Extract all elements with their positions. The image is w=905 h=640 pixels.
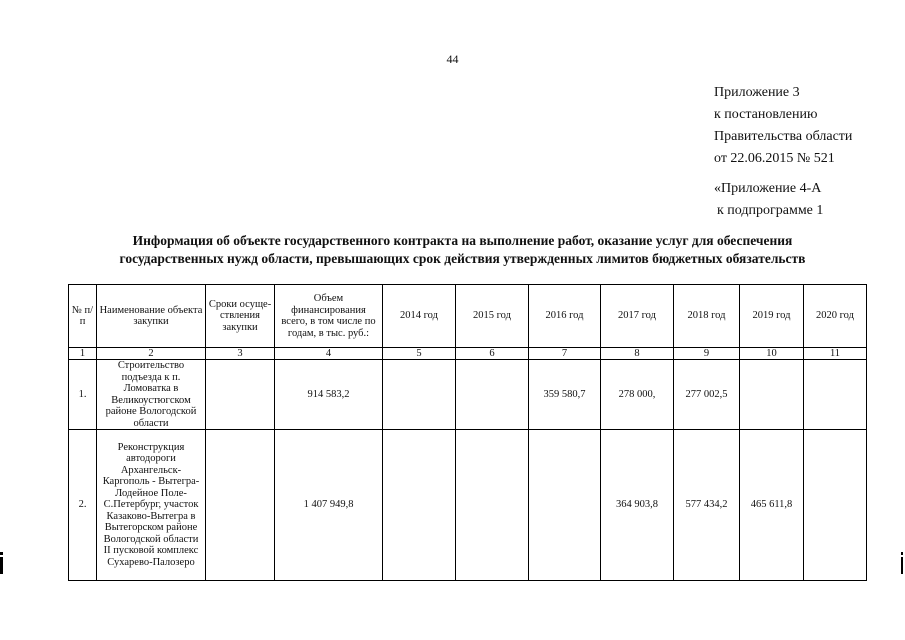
year-2020-cell (804, 430, 867, 581)
header-cell: Сроки осуще-ствления закупки (206, 285, 275, 348)
column-number: 7 (529, 348, 601, 360)
year-2014-cell (383, 360, 456, 430)
header-cell: 2014 год (383, 285, 456, 348)
total-cell: 914 583,2 (275, 360, 383, 430)
table-row (69, 430, 867, 581)
year-2016-cell (529, 430, 601, 581)
header-cell: 2015 год (456, 285, 529, 348)
object-name: Строительство подъезда к п. Ломоватка в Великоустюгском районе Вологодской области (97, 360, 206, 430)
year-2014-cell (383, 430, 456, 581)
year-2019-cell: 465 611,8 (740, 430, 804, 581)
table-row (69, 360, 867, 430)
scan-edge-mark-right (901, 552, 904, 576)
column-number: 3 (206, 348, 275, 360)
column-number: 8 (601, 348, 674, 360)
page-number: 44 (446, 52, 459, 66)
header-cell: 2020 год (804, 285, 867, 348)
column-number-row (69, 348, 867, 360)
year-2016-cell: 359 580,7 (529, 360, 601, 430)
total-cell: 1 407 949,8 (275, 430, 383, 581)
appendix-line: Приложение 3 (714, 85, 800, 100)
year-2020-cell (804, 360, 867, 430)
header-cell: Объем финансирования всего, в том числе по годам, в тыс. руб.: (275, 285, 383, 348)
term-cell (206, 360, 275, 430)
column-number: 4 (275, 348, 383, 360)
year-2018-cell: 577 434,2 (674, 430, 740, 581)
object-name: Реконструкция автодороги Архангельск-Каргополь - Вытегра-Лодейное Поле-С.Петербург, участок Казаково-Вытегра в Вытегорском районе Вологодской области II пусковой комплекс Сухарево-Палозеро (97, 430, 206, 581)
column-number: 6 (456, 348, 529, 360)
row-number: 2. (69, 430, 97, 581)
header-cell: № п/п (69, 285, 97, 348)
appendix-line: от 22.06.2015 № 521 (714, 151, 835, 166)
subappendix-line: «Приложение 4-А (714, 181, 822, 196)
appendix-reference (714, 82, 852, 170)
year-2018-cell: 277 002,5 (674, 360, 740, 430)
title-line-1: Информация об объекте государственного контракта на выполнение работ, оказание услуг для обеспечения (132, 233, 793, 248)
header-cell: 2018 год (674, 285, 740, 348)
header-cell: 2017 год (601, 285, 674, 348)
year-2015-cell (456, 360, 529, 430)
title-line-2: государственных нужд области, превышающих срок действия утвержденных лимитов бюджетных обязательств (119, 251, 806, 266)
column-number: 9 (674, 348, 740, 360)
year-2017-cell: 364 903,8 (601, 430, 674, 581)
year-2019-cell (740, 360, 804, 430)
column-number: 11 (804, 348, 867, 360)
column-number: 5 (383, 348, 456, 360)
header-cell: Наименование объекта закупки (97, 285, 206, 348)
subappendix-line: к подпрограмме 1 (717, 203, 824, 218)
row-number: 1. (69, 360, 97, 430)
year-2015-cell (456, 430, 529, 581)
appendix-line: к постановлению (714, 107, 818, 122)
column-number: 10 (740, 348, 804, 360)
column-number: 1 (69, 348, 97, 360)
term-cell (206, 430, 275, 581)
column-number: 2 (97, 348, 206, 360)
header-cell: 2019 год (740, 285, 804, 348)
subappendix-reference (714, 178, 823, 222)
year-2017-cell: 278 000, (601, 360, 674, 430)
scan-edge-mark-left (0, 552, 3, 576)
contract-table (68, 284, 867, 581)
document-title (40, 232, 885, 268)
header-cell: 2016 год (529, 285, 601, 348)
table-header-row (69, 285, 867, 348)
appendix-line: Правительства области (714, 129, 853, 144)
